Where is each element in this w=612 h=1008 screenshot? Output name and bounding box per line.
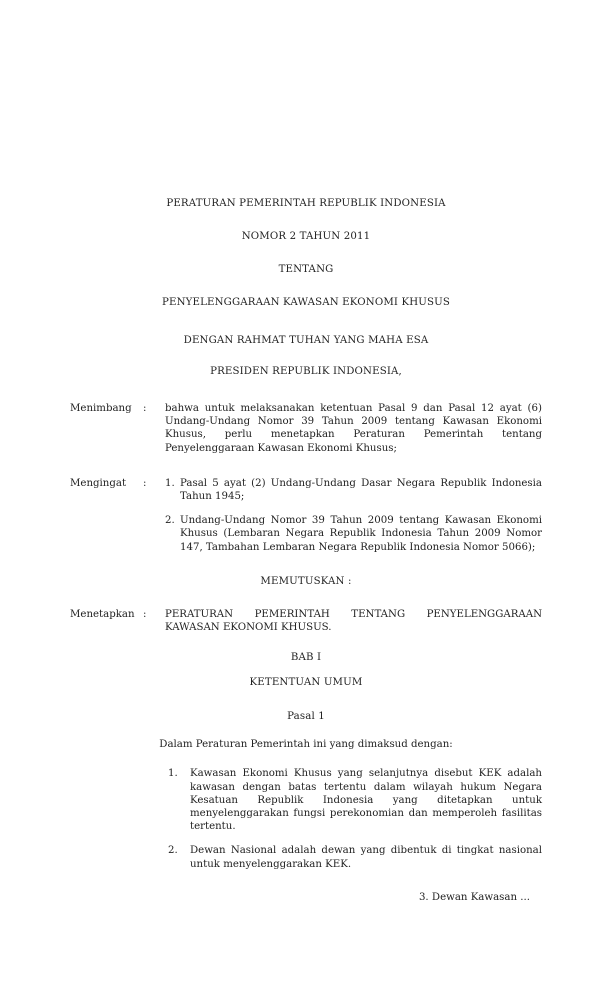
menimbang-body: bahwa untuk melaksanakan ketentuan Pasal 9 dan Pasal 12 ayat (6) Undang-Undang Nomor 39 Tahun 2009 tentang Kawasan Ekonomi Khusus, perlu menetapkan Peraturan Pemerintah tentang Penyelenggaraan Kawasan Ekonomi Khusus; bbox=[165, 403, 542, 454]
page-continuation-note: 3. Dewan Kawasan ... bbox=[418, 891, 530, 903]
regulation-title-line1: PERATURAN PEMERINTAH REPUBLIK INDONESIA bbox=[166, 198, 446, 209]
menetapkan-clause bbox=[70, 608, 542, 634]
spacer bbox=[70, 554, 542, 576]
pasal-number: Pasal 1 bbox=[287, 711, 325, 723]
list-item bbox=[168, 767, 542, 833]
issuing-authority: PRESIDEN REPUBLIK INDONESIA, bbox=[210, 366, 402, 377]
list-item-number: 1. bbox=[168, 768, 178, 780]
spacer bbox=[70, 634, 542, 652]
menetapkan-label: Menetapkan bbox=[70, 608, 135, 620]
spacer bbox=[70, 378, 542, 402]
list-item bbox=[165, 477, 542, 503]
bab-title: KETENTUAN UMUM bbox=[249, 677, 363, 689]
spacer bbox=[70, 751, 542, 767]
list-item-text: Dewan Nasional adalah dewan yang dibentuk di tingkat nasional untuk menyelenggarakan KEK. bbox=[190, 845, 542, 870]
menetapkan-body: PERATURAN PEMERINTAH TENTANG PENYELENGGARAAN KAWASAN EKONOMI KHUSUS. bbox=[165, 608, 542, 634]
list-item-text: Kawasan Ekonomi Khusus yang selanjutnya disebut KEK adalah kawasan dengan batas tertentu dalam wilayah hukum Negara Kesatuan Republik Indonesia yang ditetapkan untuk menyelenggarakan fungsi perekonomian dan memperoleh fasilitas tertentu. bbox=[190, 768, 542, 833]
spacer bbox=[70, 588, 542, 608]
mengingat-clause bbox=[70, 477, 542, 554]
regulation-number: NOMOR 2 TAHUN 2011 bbox=[241, 231, 371, 242]
menimbang-clause bbox=[70, 402, 542, 455]
list-item-text: Pasal 5 ayat (2) Undang-Undang Dasar Negara Republik Indonesia Tahun 1945; bbox=[180, 477, 542, 503]
list-item-number: 2. bbox=[165, 515, 175, 527]
menimbang-colon: : bbox=[143, 403, 147, 414]
regulation-subject: PENYELENGGARAAN KAWASAN EKONOMI KHUSUS bbox=[161, 297, 450, 308]
menimbang-label: Menimbang bbox=[70, 403, 132, 414]
spacer bbox=[70, 689, 542, 711]
document-content bbox=[70, 198, 542, 904]
memutuskan-heading: MEMUTUSKAN : bbox=[260, 575, 352, 587]
bab-number: BAB I bbox=[290, 652, 322, 664]
spacer bbox=[70, 664, 542, 677]
spacer bbox=[70, 455, 542, 477]
mengingat-label: Mengingat bbox=[70, 477, 127, 489]
spacer bbox=[70, 309, 542, 335]
blessing-line: DENGAN RAHMAT TUHAN YANG MAHA ESA bbox=[183, 335, 429, 346]
menetapkan-colon: : bbox=[143, 608, 147, 620]
list-item-number: 1. bbox=[165, 477, 175, 489]
list-item-text: Undang-Undang Nomor 39 Tahun 2009 tentang Kawasan Ekonomi Khusus (Lembaran Negara Republik Indonesia Tahun 2009 Nomor 147, Tambahan Lembaran Negara Republik Indonesia Nomor 5066); bbox=[180, 515, 542, 553]
list-item bbox=[165, 514, 542, 554]
list-item-number: 2. bbox=[168, 845, 178, 857]
spacer bbox=[70, 347, 542, 366]
spacer bbox=[70, 243, 542, 264]
pasal-intro: Dalam Peraturan Pemerintah ini yang dimaksud dengan: bbox=[159, 739, 453, 751]
list-item bbox=[168, 844, 542, 870]
mengingat-list bbox=[165, 477, 542, 554]
spacer bbox=[70, 723, 542, 738]
spacer bbox=[70, 276, 542, 297]
definitions-list bbox=[70, 767, 542, 870]
spacer bbox=[70, 871, 542, 891]
mengingat-colon: : bbox=[143, 477, 147, 489]
mengingat-body bbox=[165, 477, 542, 554]
spacer bbox=[70, 210, 542, 231]
regulation-tentang-label: TENTANG bbox=[278, 264, 334, 275]
